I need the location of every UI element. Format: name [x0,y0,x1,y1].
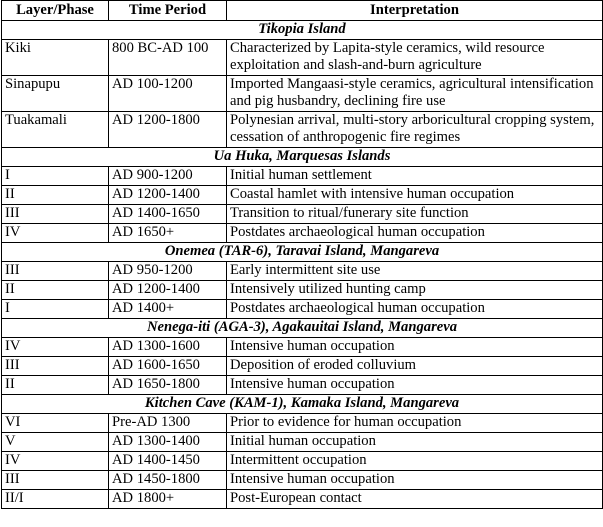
table-row [2,338,603,357]
table-row [2,490,603,509]
interpretation-cell: Intensively utilized hunting camp [227,281,603,300]
interpretation-cell: Transition to ritual/funerary site function [227,205,603,224]
period-cell: AD 1400-1650 [109,205,227,224]
interpretation-cell: Postdates archaeological human occupation [227,224,603,243]
period-cell: AD 950-1200 [109,262,227,281]
period-cell: AD 1200-1800 [109,112,227,148]
period-cell: AD 1650-1800 [109,376,227,395]
period-cell: Pre-AD 1300 [109,414,227,433]
table-row [2,376,603,395]
period-cell: 800 BC-AD 100 [109,40,227,76]
table-row [2,224,603,243]
table-row [2,76,603,112]
layer-cell: II/I [2,490,109,509]
period-cell: AD 1200-1400 [109,186,227,205]
header-layer-phase: Layer/Phase [2,1,109,21]
period-cell: AD 1800+ [109,490,227,509]
header-time-period: Time Period [109,1,227,21]
table-row [2,112,603,148]
period-cell: AD 1400+ [109,300,227,319]
table-row [2,186,603,205]
table-row [2,262,603,281]
layer-cell: IV [2,452,109,471]
interpretation-cell: Prior to evidence for human occupation [227,414,603,433]
interpretation-cell: Initial human occupation [227,433,603,452]
section-title: Onemea (TAR-6), Taravai Island, Mangareva [2,243,603,262]
table-row [2,300,603,319]
period-cell: AD 1200-1400 [109,281,227,300]
layer-cell: III [2,471,109,490]
interpretation-cell: Postdates archaeological human occupation [227,300,603,319]
layer-cell: III [2,205,109,224]
interpretation-cell: Imported Mangaasi-style ceramics, agricultural intensification and pig husbandry, declining fire use [227,76,603,112]
interpretation-cell: Early intermittent site use [227,262,603,281]
layer-cell: I [2,300,109,319]
table-row [2,357,603,376]
table-row [2,452,603,471]
layer-cell: I [2,167,109,186]
interpretation-cell: Intensive human occupation [227,376,603,395]
interpretation-cell: Coastal hamlet with intensive human occupation [227,186,603,205]
table-row [2,281,603,300]
interpretation-cell: Deposition of eroded colluvium [227,357,603,376]
period-cell: AD 1300-1400 [109,433,227,452]
section-row [2,243,603,262]
period-cell: AD 1650+ [109,224,227,243]
section-row [2,319,603,338]
table-row [2,414,603,433]
layer-cell: V [2,433,109,452]
period-cell: AD 1600-1650 [109,357,227,376]
header-interpretation: Interpretation [227,1,603,21]
layer-cell: IV [2,338,109,357]
section-title: Kitchen Cave (KAM-1), Kamaka Island, Mangareva [2,395,603,414]
interpretation-cell: Intensive human occupation [227,338,603,357]
interpretation-cell: Polynesian arrival, multi-story arboricultural cropping system, cessation of anthropogenic fire regimes [227,112,603,148]
layer-cell: II [2,281,109,300]
table-row [2,167,603,186]
chronology-table [1,0,603,509]
section-row [2,148,603,167]
table-body [2,21,603,509]
period-cell: AD 1400-1450 [109,452,227,471]
section-title: Ua Huka, Marquesas Islands [2,148,603,167]
period-cell: AD 1450-1800 [109,471,227,490]
layer-cell: III [2,357,109,376]
layer-cell: VI [2,414,109,433]
layer-cell: II [2,376,109,395]
interpretation-cell: Post-European contact [227,490,603,509]
period-cell: AD 100-1200 [109,76,227,112]
section-row [2,21,603,40]
interpretation-cell: Characterized by Lapita-style ceramics, wild resource exploitation and slash-and-burn agriculture [227,40,603,76]
table-row [2,40,603,76]
table-row [2,205,603,224]
section-row [2,395,603,414]
layer-cell: II [2,186,109,205]
layer-cell: Tuakamali [2,112,109,148]
section-title: Nenega-iti (AGA-3), Agakauitai Island, Mangareva [2,319,603,338]
period-cell: AD 1300-1600 [109,338,227,357]
layer-cell: Kiki [2,40,109,76]
section-title: Tikopia Island [2,21,603,40]
table-row [2,471,603,490]
header-row [2,1,603,21]
layer-cell: IV [2,224,109,243]
interpretation-cell: Intermittent occupation [227,452,603,471]
layer-cell: Sinapupu [2,76,109,112]
period-cell: AD 900-1200 [109,167,227,186]
interpretation-cell: Intensive human occupation [227,471,603,490]
interpretation-cell: Initial human settlement [227,167,603,186]
table-row [2,433,603,452]
layer-cell: III [2,262,109,281]
